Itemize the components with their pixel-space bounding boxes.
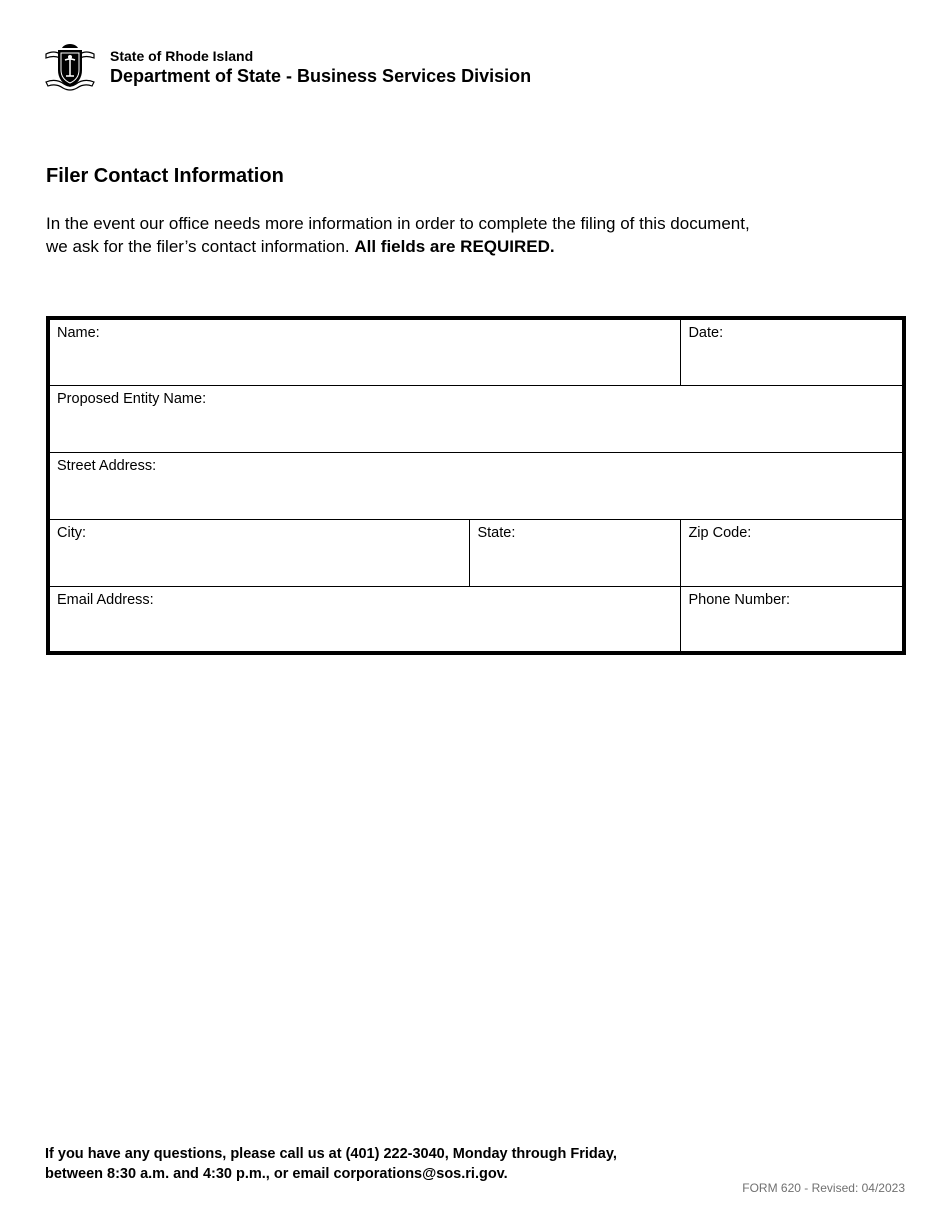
city-field[interactable] [48,519,470,586]
name-field[interactable] [48,318,681,385]
entity-name-field[interactable] [48,385,904,452]
date-field[interactable] [681,318,904,385]
email-address-label: Email Address: [57,591,154,608]
contact-form-table [46,316,906,655]
intro-paragraph [46,212,766,258]
city-label: City: [57,524,86,541]
state-seal-icon [44,42,96,94]
zip-code-label: Zip Code: [688,524,752,541]
form-id: FORM 620 - Revised: 04/2023 [742,1181,905,1195]
footer-contact-note [45,1145,725,1184]
header [44,42,531,94]
zip-code-field[interactable] [681,519,904,586]
intro-text: In the event our office needs more information in order to complete the filing of this document, we ask for the filer’s contact information. [46,214,750,256]
phone-number-label: Phone Number: [688,591,791,608]
phone-number-field[interactable] [681,586,904,653]
footer-line-2: between 8:30 a.m. and 4:30 p.m., or email corporations@sos.ri.gov. [45,1165,508,1182]
entity-name-label: Proposed Entity Name: [57,390,207,407]
email-address-field[interactable] [48,586,681,653]
department-name: Department of State - Business Services Division [110,66,532,87]
state-name: State of Rhode Island [110,48,254,65]
section-title: Filer Contact Information [46,165,284,187]
required-notice: All fields are REQUIRED. [354,237,555,256]
footer-line-1: If you have any questions, please call us at (401) 222-3040, Monday through Friday, [45,1146,617,1162]
date-label: Date: [688,325,724,341]
state-field[interactable] [470,519,681,586]
street-address-field[interactable] [48,452,904,519]
street-address-label: Street Address: [57,457,157,474]
state-label: State: [477,524,516,541]
name-label: Name: [57,325,100,341]
